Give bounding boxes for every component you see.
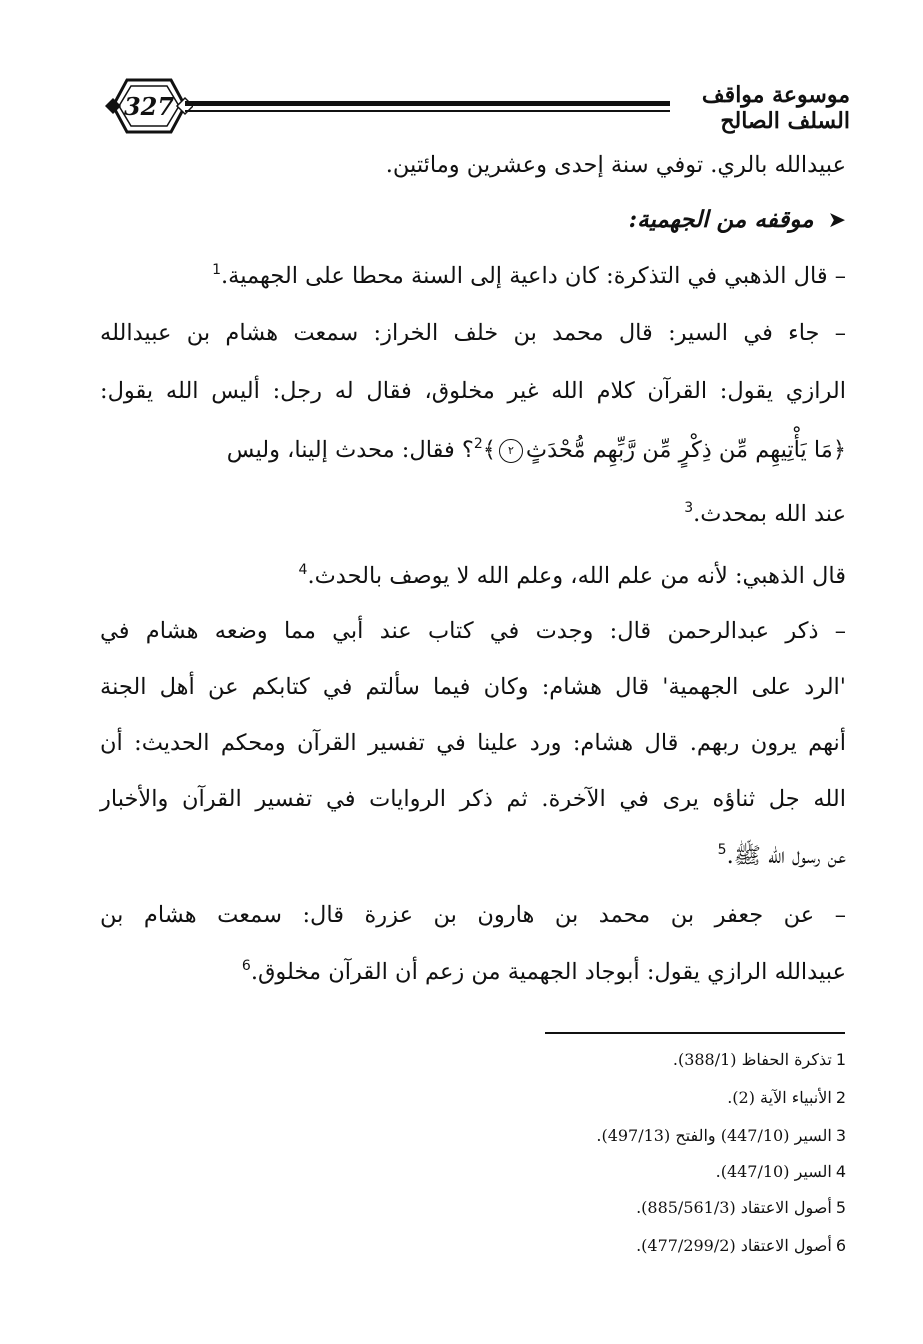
- body-line-6-rest: ؟ فقال: محدث إلينا، وليس: [226, 437, 474, 463]
- footnote-number: 6: [835, 1236, 846, 1255]
- footnote-number: 2: [835, 1088, 846, 1107]
- body-line-12: الله جل ثناؤه يرى في الآخرة. ثم ذكر الروايات في تفسير القرآن والأخبار: [100, 786, 846, 812]
- body-line-15-text: عبيدالله الرازي يقول: أبوجاد الجهمية من زعم أن القرآن مخلوق.: [250, 959, 846, 985]
- footnote-item: [446, 1126, 846, 1145]
- body-line-5: الرازي يقول: القرآن كلام الله غير مخلوق، فقال له رجل: أليس الله يقول:: [100, 378, 846, 404]
- footnote-text: السير (447/10) والفتح (497/13).: [596, 1126, 832, 1145]
- page-number: 327: [123, 91, 175, 121]
- header-rule-thin: [185, 110, 670, 112]
- footnote-text: السير (447/10).: [715, 1162, 832, 1181]
- body-line-14: – عن جعفر بن محمد بن هارون بن عزرة قال: سمعت هشام بن: [100, 902, 846, 928]
- footnote-ref-2[interactable]: 2: [473, 436, 483, 452]
- body-line-9: – ذكر عبدالرحمن قال: وجدت في كتاب عند أبي مما وضعه هشام في: [100, 618, 846, 644]
- footnote-text: أصول الاعتقاد (477/299/2).: [636, 1236, 832, 1255]
- body-line-8-text: قال الذهبي: لأنه من علم الله، وعلم الله لا يوصف بالحدث.: [307, 563, 846, 589]
- quran-open-brace: ﴿: [832, 437, 846, 463]
- body-line-15: [100, 958, 846, 986]
- footnote-number: 5: [835, 1198, 846, 1217]
- footnote-item: [446, 1162, 846, 1181]
- footnote-item: [446, 1050, 846, 1069]
- header-rule-thick: [185, 101, 670, 106]
- body-line-10: 'الرد على الجهمية' قال هشام: وكان فيما سألتم في كتابكم عن أهل الجنة: [100, 674, 846, 700]
- ayah-number-icon: ٢: [499, 439, 523, 463]
- footnote-divider: [545, 1032, 845, 1034]
- footnote-number: 4: [835, 1162, 846, 1181]
- footnote-ref-1[interactable]: 1: [212, 262, 222, 278]
- footnote-item: [446, 1236, 846, 1255]
- page-header: [105, 70, 850, 140]
- body-line-3-text: – قال الذهبي في التذكرة: كان داعية إلى السنة محطا على الجهمية.: [221, 263, 846, 289]
- footnote-ref-4[interactable]: 4: [298, 562, 308, 578]
- book-title: موسوعة مواقف السلف الصالح: [701, 82, 850, 134]
- body-line-13-text: عن رسول الله ﷺ.: [726, 843, 846, 869]
- body-line-6: [100, 436, 846, 464]
- footnote-ref-6[interactable]: 6: [241, 958, 251, 974]
- footnote-number: 1: [835, 1050, 846, 1069]
- quran-verse: مَا يَأْتِيهِم مِّن ذِكْرٍ مِّن رَّبِّهِم مُّحْدَثٍ: [525, 437, 833, 463]
- footnote-text: أصول الاعتقاد (885/561/3).: [636, 1198, 832, 1217]
- footnote-item: [446, 1198, 846, 1217]
- footnote-number: 3: [835, 1126, 846, 1145]
- section-heading: [100, 206, 846, 233]
- footnote-ref-3[interactable]: 3: [684, 500, 694, 516]
- body-line-11: أنهم يرون ربهم. قال هشام: ورد علينا في تفسير القرآن ومحكم الحديث: أن: [100, 730, 846, 756]
- body-line-1: عبيدالله بالري. توفي سنة إحدى وعشرين ومائتين.: [385, 152, 846, 178]
- arrow-marker-icon: ➤: [827, 208, 846, 233]
- footnote-text: الأنبياء الآية (2).: [727, 1088, 832, 1107]
- body-line-7: [100, 500, 846, 528]
- footnote-item: [446, 1088, 846, 1107]
- footnote-ref-5[interactable]: 5: [717, 842, 727, 858]
- body-line-3: [100, 262, 846, 290]
- quran-close-brace: ﴾: [482, 437, 496, 463]
- body-line-4: – جاء في السير: قال محمد بن خلف الخراز: سمعت هشام بن عبيدالله: [100, 320, 846, 346]
- footnote-text: تذكرة الحفاظ (388/1).: [672, 1050, 832, 1069]
- body-line-7-text: عند الله بمحدث.: [693, 501, 846, 527]
- body-line-13: [100, 842, 846, 870]
- body-line-8: [100, 562, 846, 590]
- section-heading-text: موقفه من الجهمية:: [628, 206, 814, 233]
